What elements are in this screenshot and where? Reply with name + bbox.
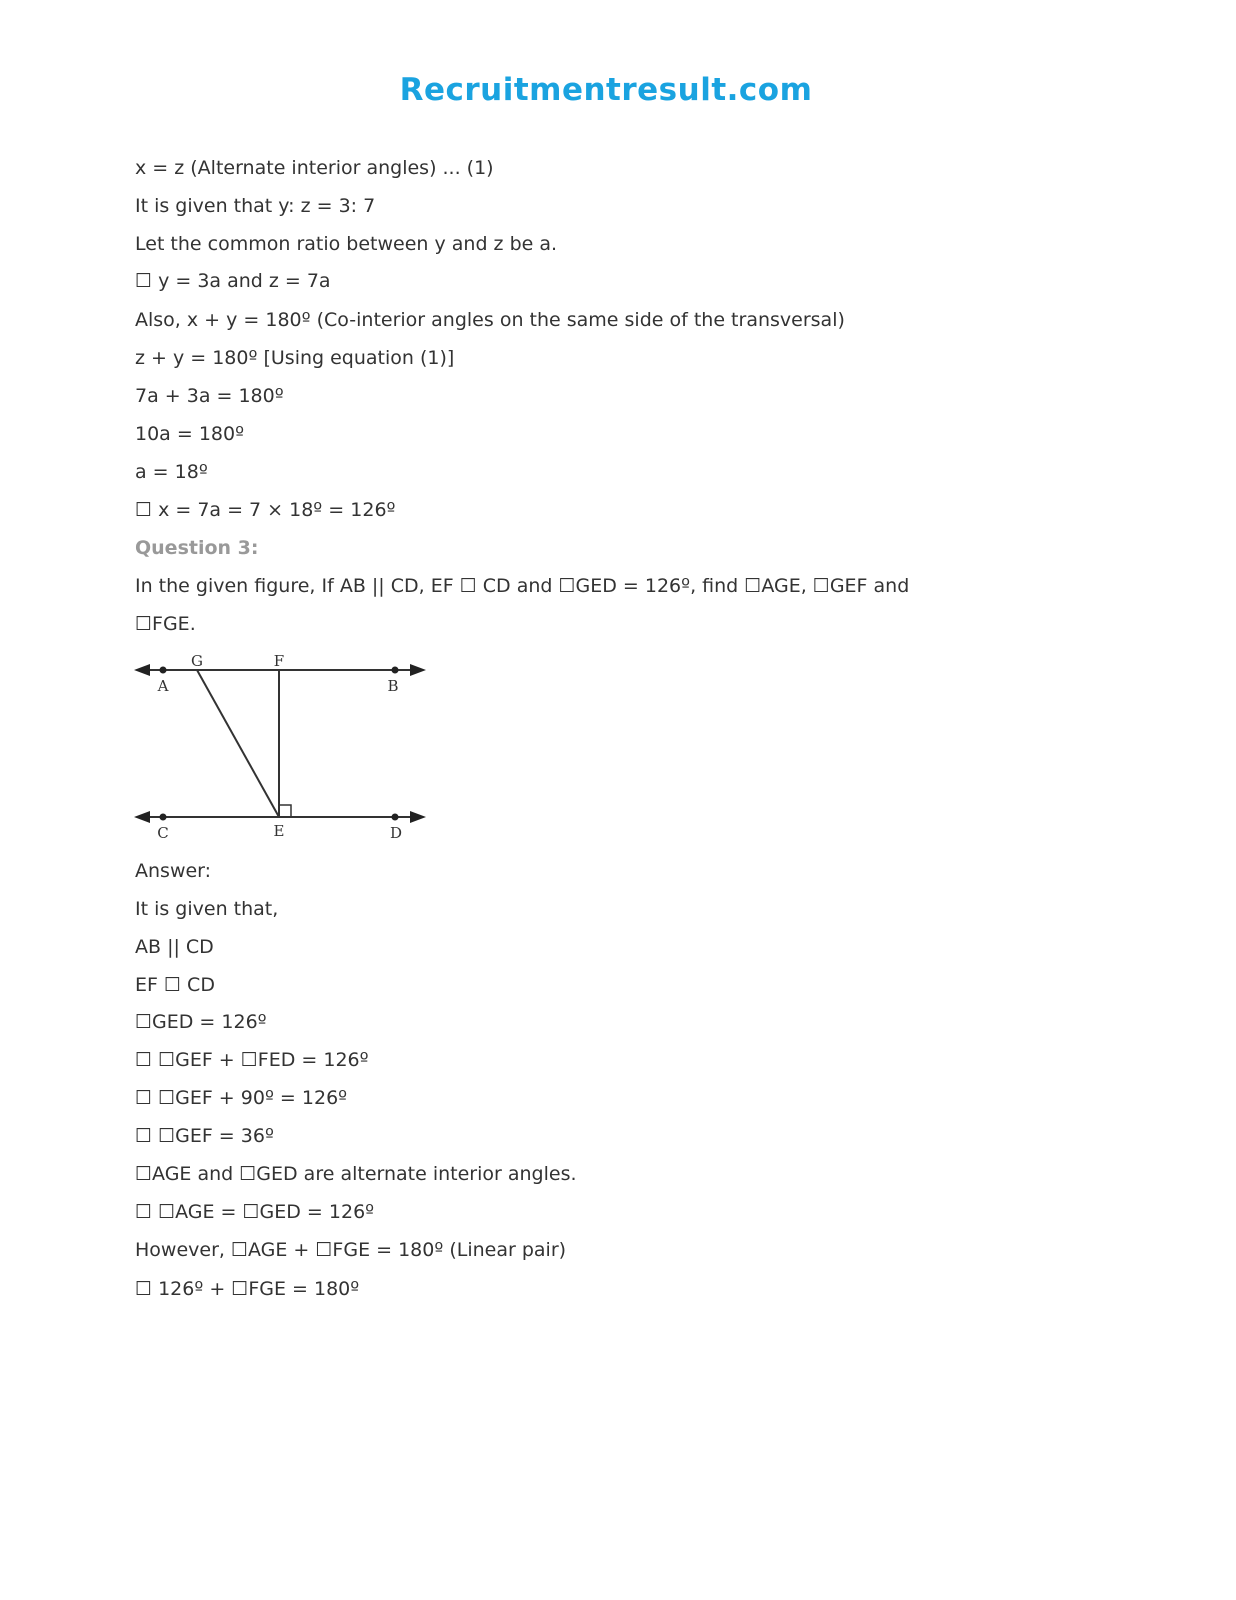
question-heading: Question 3: (135, 537, 259, 559)
question-text: In the given figure, If AB || CD, EF ☐ CD and ☐GED = 126º, find ☐AGE, ☐GEF and (135, 575, 910, 597)
text-line: x = z (Alternate interior angles) ... (1) (135, 157, 494, 179)
point-b (392, 667, 399, 674)
text-line: ☐AGE and ☐GED are alternate interior angles. (135, 1163, 577, 1185)
arrow-left (134, 811, 150, 823)
text-line: ☐ ☐GEF + ☐FED = 126º (135, 1049, 369, 1071)
point-a (160, 667, 167, 674)
text-line: a = 18º (135, 461, 208, 483)
text-line: It is given that y: z = 3: 7 (135, 195, 376, 217)
segment-ge (197, 670, 279, 817)
text-line: 10a = 180º (135, 423, 245, 445)
text-line: However, ☐AGE + ☐FGE = 180º (Linear pair) (135, 1239, 567, 1261)
label-c: C (157, 824, 169, 842)
text-line: ☐ ☐GEF + 90º = 126º (135, 1087, 348, 1109)
arrow-right (410, 811, 426, 823)
label-b: B (387, 677, 399, 695)
arrow-left (134, 664, 150, 676)
question-text: ☐FGE. (135, 613, 196, 635)
text-line: EF ☐ CD (135, 974, 215, 996)
text-line: ☐ x = 7a = 7 × 18º = 126º (135, 499, 396, 521)
text-line: ☐GED = 126º (135, 1011, 267, 1033)
arrow-right (410, 664, 426, 676)
text-line: It is given that, (135, 898, 279, 920)
answer-heading: Answer: (135, 860, 212, 882)
text-line: ☐ 126º + ☐FGE = 180º (135, 1278, 360, 1300)
label-a: A (157, 677, 169, 695)
text-line: 7a + 3a = 180º (135, 385, 284, 407)
text-line: ☐ ☐AGE = ☐GED = 126º (135, 1201, 375, 1223)
text-line: z + y = 180º [Using equation (1)] (135, 347, 455, 369)
text-line: Also, x + y = 180º (Co-interior angles on the same side of the transversal) (135, 309, 845, 331)
point-c (160, 814, 167, 821)
text-line: AB || CD (135, 936, 214, 958)
label-f: F (273, 652, 285, 670)
text-line: ☐ ☐GEF = 36º (135, 1125, 274, 1147)
point-d (392, 814, 399, 821)
site-watermark-title: Recruitmentresult.com (399, 72, 813, 108)
text-line: Let the common ratio between y and z be a. (135, 233, 558, 255)
text-line: ☐ y = 3a and z = 7a (135, 270, 331, 292)
right-angle-mark (279, 805, 291, 817)
label-d: D (389, 824, 403, 842)
label-e: E (273, 822, 285, 840)
label-g: G (191, 652, 203, 670)
